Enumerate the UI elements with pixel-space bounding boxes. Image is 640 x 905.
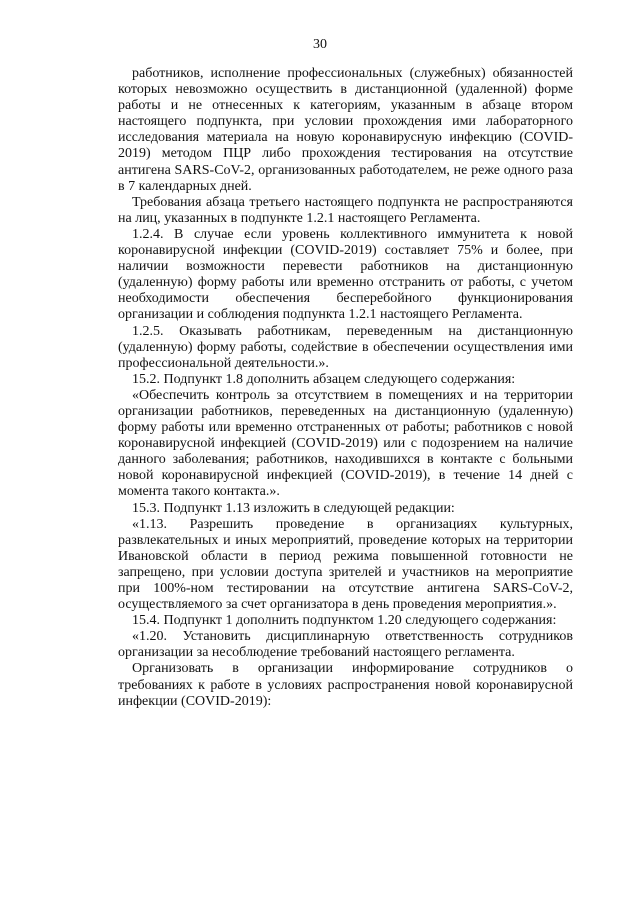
paragraph: 15.2. Подпункт 1.8 дополнить абзацем следующего содержания: [132,371,516,387]
paragraph: работников, исполнение профессиональных (служебных) обязанностей которых невозможно осуществить в дистанционной (удаленной) форме работы и не отнесенных к категориям, указанным в абзаце втором настоящего подпункта, при условии прохождения ими лабораторного исследования материала на новую коронавирусную инфекцию (COVID-2019) методом ПЦР либо прохождения тестирования на отсутствие антигена SARS-CoV-2, организованных работодателем, не реже одного раза в 7 календарных дней. [118,66,573,194]
paragraph: 1.2.5. Оказывать работникам, переведенным на дистанционную (удаленную) форму работы, содействие в обеспечении осуществления ими профессиональной деятельности.». [118,323,573,371]
paragraph: «1.13. Разрешить проведение в организациях культурных, развлекательных и иных мероприятий, проведение которых на территории Ивановской области в период режима повышенной готовности не запрещено, при условии доступа зрителей и участников на мероприятие при 100%-ном тестировании на отсутствие антигена SARS-CoV-2, осуществляемого за счет организатора в день проведения мероприятия.». [118,516,573,613]
paragraph: Требования абзаца третьего настоящего подпункта не распространяются на лиц, указанных в подпункте 1.2.1 настоящего Регламента. [118,194,573,226]
document-body [118,66,573,710]
paragraph: 15.4. Подпункт 1 дополнить подпунктом 1.20 следующего содержания: [132,613,557,629]
paragraph: «1.20. Установить дисциплинарную ответственность сотрудников организации за несоблюдение требований настоящего регламента. [118,629,573,661]
paragraph: Организовать в организации информирование сотрудников о требованиях к работе в условиях распространения новой коронавирусной инфекции (COVID-2019): [118,661,573,709]
paragraph: «Обеспечить контроль за отсутствием в помещениях и на территории организации работников, переведенных на дистанционную (удаленную) форму работы или временно отстраненных от работы; работников с новой коронавирусной инфекцией (COVID-2019) или с подозрением на наличие данного заболевания; работников, находившихся в контакте с больными новой коронавирусной инфекцией (COVID-2019), в течение 14 дней с момента такого контакта.». [118,387,573,500]
paragraph: 15.3. Подпункт 1.13 изложить в следующей редакции: [132,500,455,516]
paragraph: 1.2.4. В случае если уровень коллективного иммунитета к новой коронавирусной инфекции (COVID-2019) составляет 75% и более, при наличии возможности перевести работников на дистанционную (удаленную) форму работы или временно отстранить от работы, с учетом необходимости обеспечения бесперебойного функционирования организации и соблюдения подпункта 1.2.1 настоящего Регламента. [118,226,573,323]
page-number: 30 [313,37,327,52]
